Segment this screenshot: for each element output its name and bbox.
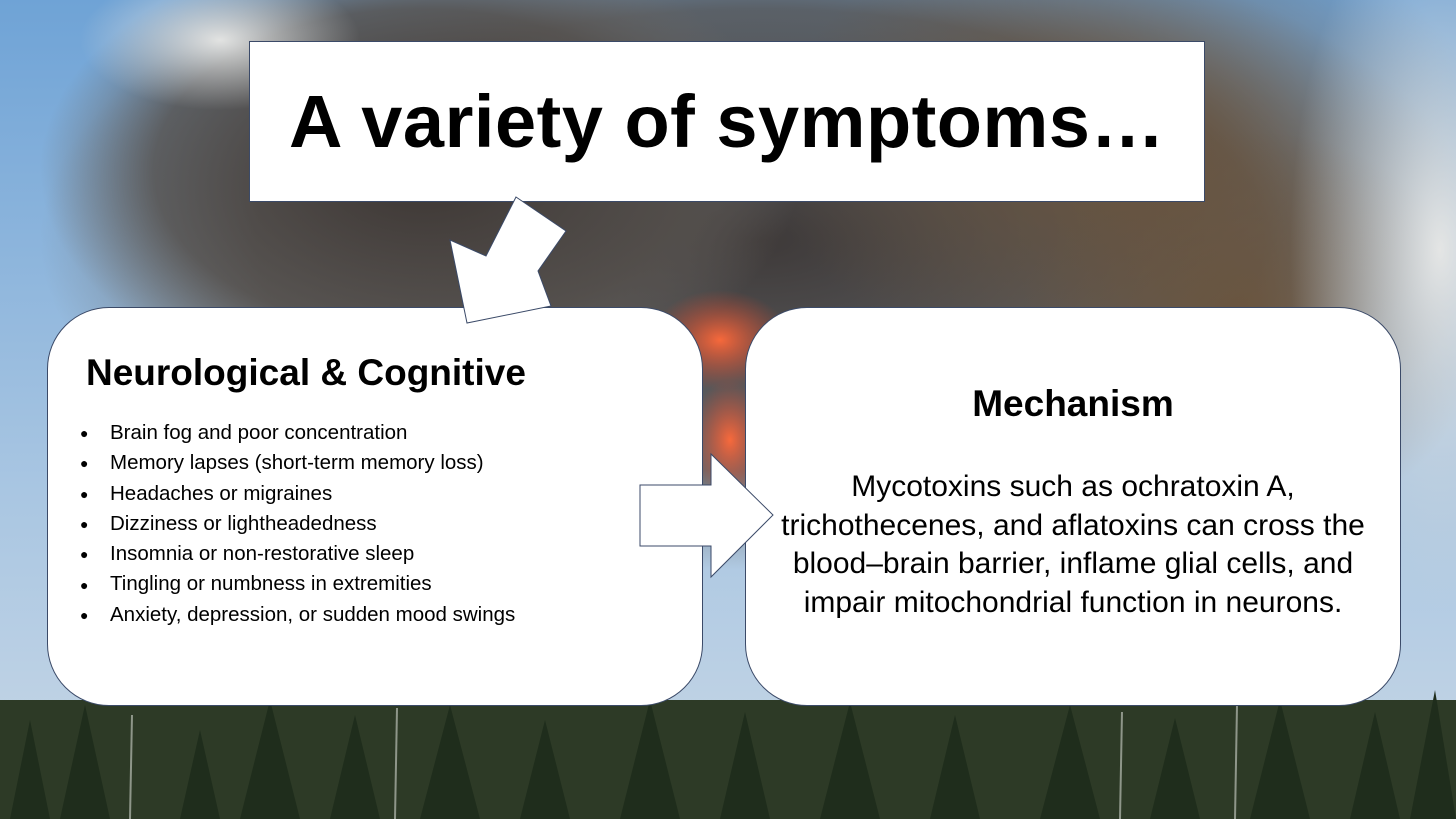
list-item [80,418,515,448]
symptom-text: Headaches or migraines [110,481,333,505]
bullet-icon: ● [80,546,89,563]
bullet-icon: ● [80,516,89,533]
title-box [249,41,1205,202]
mechanism-card [745,307,1401,706]
mechanism-body: Mycotoxins such as ochratoxin A, trichothecenes, and aflatoxins can cross the blood–brain barrier, inflame glial cells, and impair mitochondrial function in neurons. [781,470,1365,619]
bullet-icon: ● [80,455,89,472]
symptom-text: Memory lapses (short-term memory loss) [110,451,484,475]
symptom-text: Brain fog and poor concentration [110,421,408,444]
symptom-list [80,418,515,630]
list-item [80,569,515,599]
bullet-icon: ● [80,485,89,502]
symptom-text: Tingling or numbness in extremities [110,572,432,596]
symptom-text: Insomnia or non-restorative sleep [110,542,415,566]
slide-title: A variety of symptoms… [289,80,1165,163]
bullet-icon: ● [80,606,89,623]
list-item [80,509,515,539]
neurological-heading: Neurological & Cognitive [86,352,526,393]
list-item [80,539,515,569]
neurological-card [47,307,703,706]
symptom-text: Dizziness or lightheadedness [110,511,377,535]
symptom-text: Anxiety, depression, or sudden mood swings [110,602,516,626]
list-item [80,448,515,478]
list-item [80,479,515,509]
mechanism-heading: Mechanism [972,383,1174,424]
bullet-icon: ● [80,576,89,593]
list-item [80,600,515,630]
bullet-icon: ● [80,425,89,442]
